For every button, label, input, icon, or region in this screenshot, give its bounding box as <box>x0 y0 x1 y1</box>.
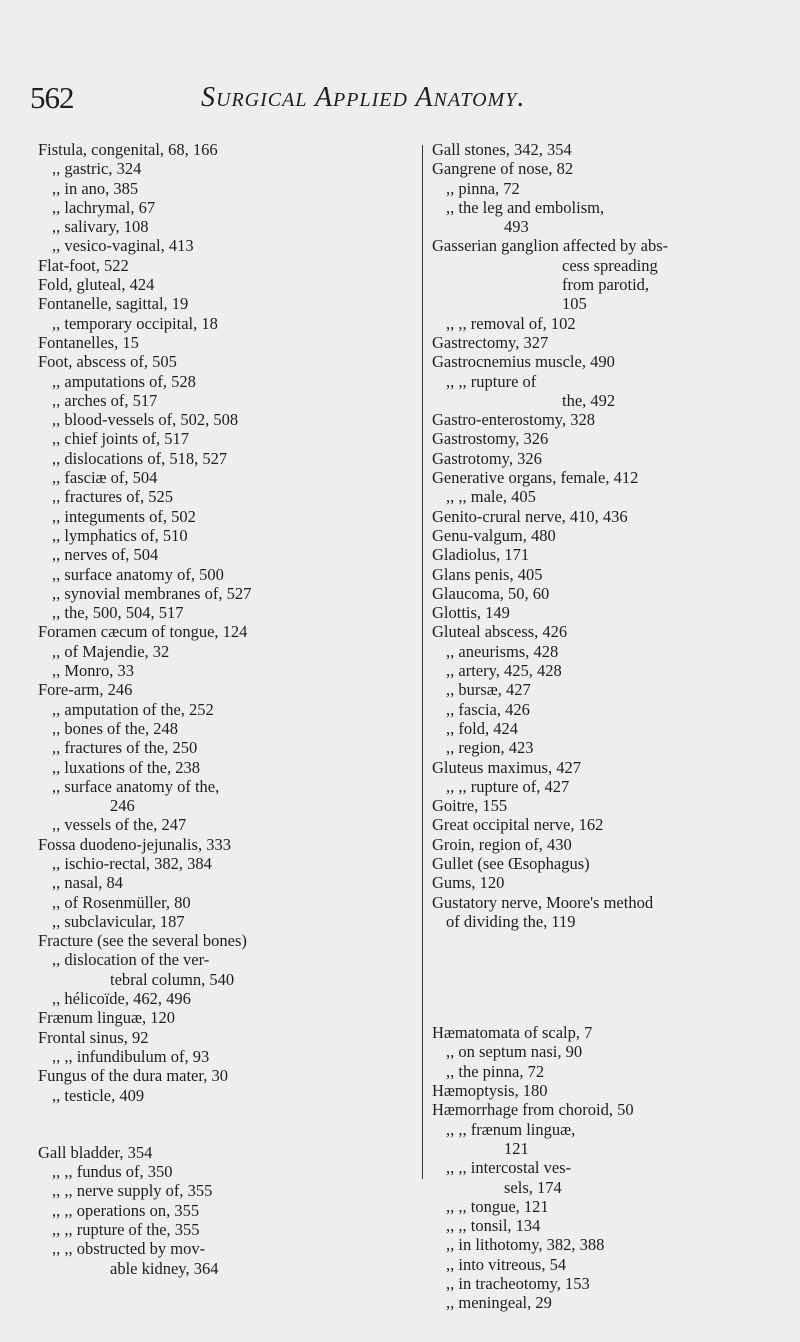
index-entry: ,, region, 423 <box>446 738 534 758</box>
index-entry: ,, vesico-vaginal, 413 <box>52 236 194 256</box>
index-entry: Fontanelles, 15 <box>38 332 139 352</box>
index-entry: Gall bladder, 354 <box>38 1142 153 1162</box>
index-entry: ,, fractures of, 525 <box>52 487 173 507</box>
index-entry: Gums, 120 <box>432 873 505 893</box>
index-entry: 105 <box>562 294 587 314</box>
index-entry: Glottis, 149 <box>432 603 510 623</box>
index-entry: Gasserian ganglion affected by abs- <box>432 236 669 256</box>
index-entry: ,, artery, 425, 428 <box>446 661 562 681</box>
index-entry: ,, salivary, 108 <box>52 217 149 237</box>
index-entry: ,, dislocation of the ver- <box>52 950 210 970</box>
index-entry: ,, ,, male, 405 <box>446 487 536 507</box>
index-entry: of dividing the, 119 <box>446 911 576 931</box>
index-entry: Generative organs, female, 412 <box>432 468 639 488</box>
index-entry: ,, nerves of, 504 <box>52 545 159 565</box>
index-entry <box>432 977 777 1023</box>
index-entry: ,, integuments of, 502 <box>52 506 196 526</box>
index-entry <box>432 931 777 977</box>
index-entry: ,, the, 500, 504, 517 <box>52 603 184 623</box>
index-entry: 246 <box>110 796 135 816</box>
index-entry: Hæmorrhage from choroid, 50 <box>432 1100 634 1120</box>
index-entry: Gladiolus, 171 <box>432 545 530 565</box>
index-entry: ,, surface anatomy of the, <box>52 776 220 796</box>
index-entry: ,, meningeal, 29 <box>446 1293 552 1313</box>
index-entry: 121 <box>504 1138 529 1158</box>
index-entry: ,, ,, infundibulum of, 93 <box>52 1046 210 1066</box>
page-header <box>30 80 770 124</box>
index-entry: ,, blood-vessels of, 502, 508 <box>52 410 239 430</box>
index-entry: tebral column, 540 <box>110 969 235 989</box>
index-entry <box>38 1105 410 1143</box>
index-entry: ,, pinna, 72 <box>446 178 520 198</box>
index-entry: ,, ,, frænum linguæ, <box>446 1119 576 1139</box>
index-entry: Gastrostomy, 326 <box>432 429 549 449</box>
index-entry: ,, ,, intercostal ves- <box>446 1158 572 1178</box>
index-entry: Genito-crural nerve, 410, 436 <box>432 506 628 526</box>
index-entry: Hæmoptysis, 180 <box>432 1081 548 1101</box>
index-entry: Fore-arm, 246 <box>38 680 133 700</box>
index-entry: ,, Monro, 33 <box>52 661 135 681</box>
index-entry: ,, testicle, 409 <box>52 1085 145 1105</box>
index-entry: Gall stones, 342, 354 <box>432 140 572 159</box>
index-entry: ,, of Majendie, 32 <box>52 641 170 661</box>
index-entry: Gastrectomy, 327 <box>432 332 549 352</box>
index-entry: ,, fractures of the, 250 <box>52 738 198 758</box>
index-entry: from parotid, <box>562 275 650 295</box>
index-entry: Glaucoma, 50, 60 <box>432 583 550 603</box>
index-column-right <box>432 140 777 1313</box>
index-entry: Glans penis, 405 <box>432 564 543 584</box>
index-entry: Fold, gluteal, 424 <box>38 275 155 295</box>
index-entry: ,, hélicoïde, 462, 496 <box>52 989 191 1009</box>
index-entry: ,, ,, obstructed by mov- <box>52 1239 206 1259</box>
index-entry: Hæmatomata of scalp, 7 <box>432 1023 593 1043</box>
index-entry: ,, ,, operations on, 355 <box>52 1200 200 1220</box>
index-entry: ,, of Rosenmüller, 80 <box>52 892 191 912</box>
index-entry: ,, gastric, 324 <box>52 159 142 179</box>
index-entry: Fracture (see the several bones) <box>38 931 247 951</box>
index-entry: ,, ,, rupture of the, 355 <box>52 1220 200 1240</box>
index-entry: ,, the leg and embolism, <box>446 197 605 217</box>
index-entry: Groin, region of, 430 <box>432 834 572 854</box>
index-entry: ,, dislocations of, 518, 527 <box>52 448 228 468</box>
index-entry: ,, the pinna, 72 <box>446 1061 545 1081</box>
index-entry: ,, fold, 424 <box>446 718 518 738</box>
index-entry: 493 <box>504 217 529 237</box>
index-entry: Frontal sinus, 92 <box>38 1027 149 1047</box>
index-entry: ,, lymphatics of, 510 <box>52 525 188 545</box>
index-entry: ,, ,, removal of, 102 <box>446 313 576 333</box>
index-entry: ,, ,, rupture of, 427 <box>446 776 570 796</box>
index-entry: ,, ,, fundus of, 350 <box>52 1162 173 1182</box>
index-entry: the, 492 <box>562 390 616 410</box>
index-entry: Gastro-enterostomy, 328 <box>432 410 595 430</box>
index-entry: Gangrene of nose, 82 <box>432 159 574 179</box>
index-entry: Genu-valgum, 480 <box>432 525 556 545</box>
index-entry: ,, subclavicular, 187 <box>52 911 185 931</box>
index-entry: ,, bones of the, 248 <box>52 718 179 738</box>
index-entry: Goitre, 155 <box>432 796 508 816</box>
index-entry: ,, arches of, 517 <box>52 390 158 410</box>
index-entry: ,, ,, tongue, 121 <box>446 1196 549 1216</box>
index-entry: ,, in tracheotomy, 153 <box>446 1274 590 1294</box>
index-entry: Gluteus maximus, 427 <box>432 757 581 777</box>
index-entry: ,, amputations of, 528 <box>52 371 196 391</box>
index-entry: ,, amputation of the, 252 <box>52 699 214 719</box>
index-entry: Gastrotomy, 326 <box>432 448 542 468</box>
index-entry: Foramen cæcum of tongue, 124 <box>38 622 248 642</box>
index-entry: Fossa duodeno-jejunalis, 333 <box>38 834 231 854</box>
index-entry: Gullet (see Œsophagus) <box>432 853 590 873</box>
index-entry: ,, synovial membranes of, 527 <box>52 583 252 603</box>
index-entry: ,, surface anatomy of, 500 <box>52 564 224 584</box>
index-entry: Fistula, congenital, 68, 166 <box>38 140 218 159</box>
index-entry: ,, into vitreous, 54 <box>446 1254 567 1274</box>
index-entry: ,, in ano, 385 <box>52 178 139 198</box>
index-entry: ,, fascia, 426 <box>446 699 530 719</box>
index-entry: ,, bursæ, 427 <box>446 680 531 700</box>
index-entry: ,, luxations of the, 238 <box>52 757 201 777</box>
index-entry: ,, ,, tonsil, 134 <box>446 1216 541 1236</box>
index-entry: Gustatory nerve, Moore's method <box>432 892 654 912</box>
index-entry: Gastrocnemius muscle, 490 <box>432 352 615 372</box>
column-divider <box>422 145 423 1179</box>
index-entry: ,, aneurisms, 428 <box>446 641 559 661</box>
index-column-left <box>38 140 410 1278</box>
index-entry: ,, nasal, 84 <box>52 873 124 893</box>
index-entry: ,, ischio-rectal, 382, 384 <box>52 853 212 873</box>
index-entry: Fontanelle, sagittal, 19 <box>38 294 189 314</box>
index-entry: ,, ,, nerve supply of, 355 <box>52 1181 213 1201</box>
index-entry: Fungus of the dura mater, 30 <box>38 1066 228 1086</box>
index-entry: ,, ,, rupture of <box>446 371 537 391</box>
index-entry: Flat-foot, 522 <box>38 255 129 275</box>
index-entry: ,, lachrymal, 67 <box>52 197 156 217</box>
index-entry: cess spreading <box>562 255 658 275</box>
index-entry: ,, on septum nasi, 90 <box>446 1042 583 1062</box>
index-entry: Great occipital nerve, 162 <box>432 815 604 835</box>
index-entry: ,, in lithotomy, 382, 388 <box>446 1235 605 1255</box>
index-entry: able kidney, 364 <box>110 1258 219 1278</box>
index-entry: Foot, abscess of, 505 <box>38 352 177 372</box>
index-entry: ,, fasciæ of, 504 <box>52 468 158 488</box>
index-entry: sels, 174 <box>504 1177 562 1197</box>
index-entry: Frænum linguæ, 120 <box>38 1008 176 1028</box>
index-entry: ,, vessels of the, 247 <box>52 815 187 835</box>
running-title: Surgical Applied Anatomy. <box>201 82 526 113</box>
index-entry: ,, chief joints of, 517 <box>52 429 190 449</box>
page-number: 562 <box>30 80 74 115</box>
index-entry: Gluteal abscess, 426 <box>432 622 568 642</box>
index-entry: ,, temporary occipital, 18 <box>52 313 218 333</box>
